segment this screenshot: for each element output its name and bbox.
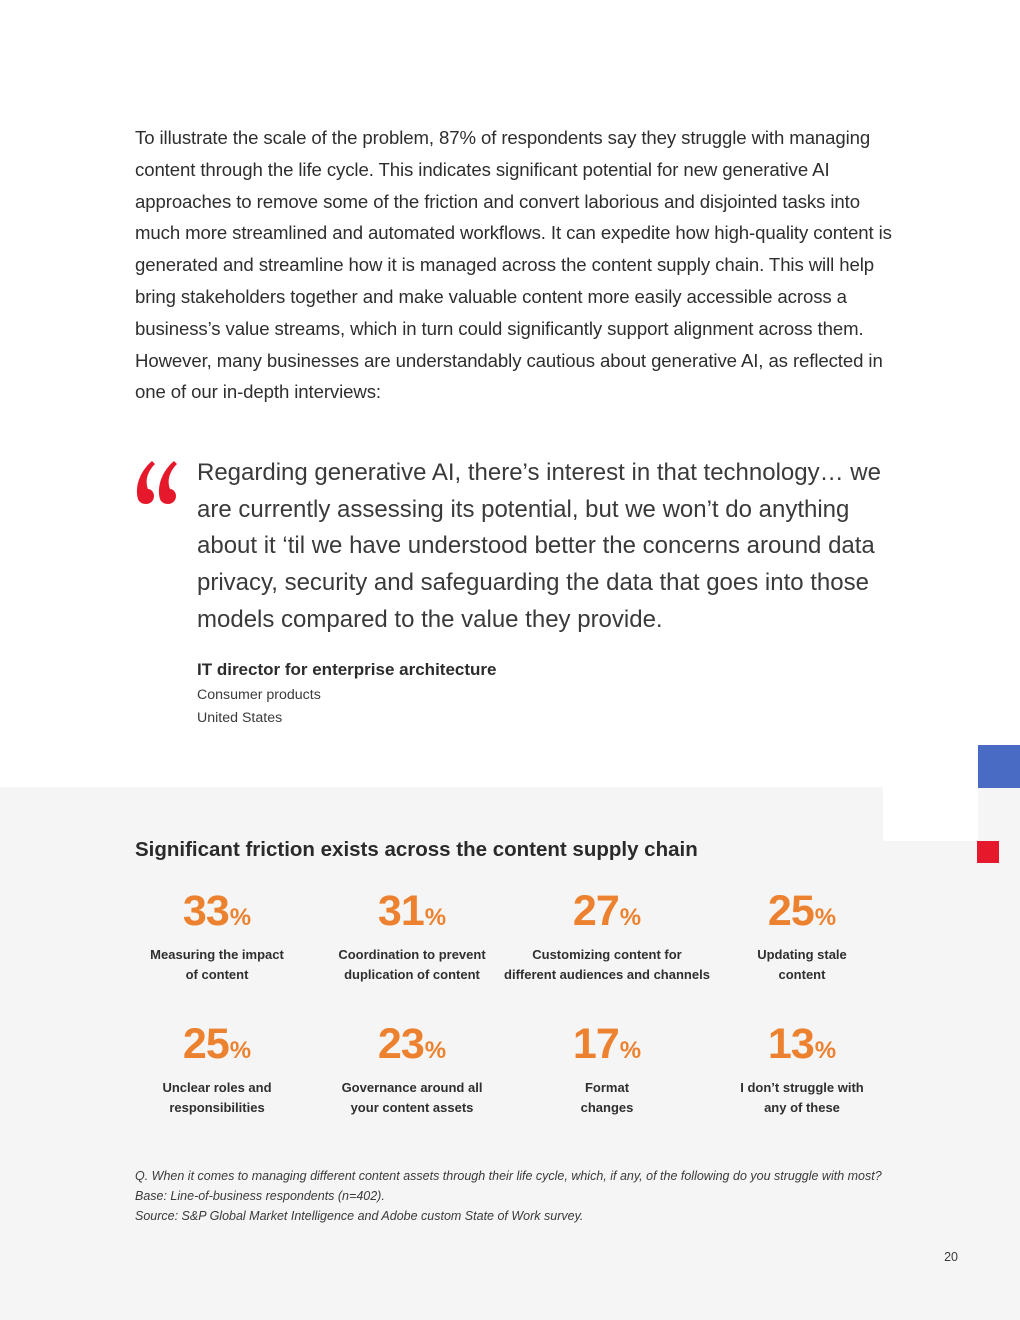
stat-label: Updating stale content [757, 947, 847, 982]
stat-label: Unclear roles and responsibilities [162, 1080, 272, 1115]
quotation-mark-icon [134, 455, 180, 505]
interview-quote: Regarding generative AI, there’s interest in that technology… we are currently assessing its potential, but we won’t do anything about it ‘til we have understood better the concerns around data privacy, security and safeguarding the data that goes into those models compared to the value they provide. [197, 459, 881, 633]
stat-label: I don’t struggle with any of these [740, 1080, 864, 1115]
quote-attribution-industry: Consumer products [197, 687, 321, 703]
page-number: 20 [944, 1250, 958, 1264]
stat-customizing [502, 887, 712, 985]
decorative-notch [883, 787, 978, 841]
decorative-blue-square [978, 745, 1020, 788]
section-title: Significant friction exists across the content supply chain [135, 838, 698, 861]
intro-paragraph: To illustrate the scale of the problem, 87% of respondents say they struggle with managing content through the life cycle. This indicates significant potential for new generative AI approaches to remove some of the friction and convert laborious and disjointed tasks into much more streamlined and automated workflows. It can expedite how high-quality content is generated and streamline how it is managed across the content supply chain. This will help bring stakeholders together and make valuable content more easily accessible across a business’s value streams, which in turn could significantly support alignment across them. However, many businesses are understandably cautious about generative AI, as reflected in one of our in-depth interviews: [135, 127, 892, 403]
stat-value: 31% [377, 887, 447, 935]
quote-attribution-country: United States [197, 710, 283, 726]
stat-value: 25% [767, 887, 837, 935]
stat-label: Customizing content for different audiences and channels [504, 947, 710, 982]
stat-governance [307, 1020, 517, 1118]
stat-measuring-impact [112, 887, 322, 985]
stat-value: 13% [767, 1020, 837, 1068]
footnote-base: Base: Line-of-business respondents (n=402). [135, 1189, 385, 1203]
stat-label: Measuring the impact of content [150, 947, 284, 982]
stat-label: Governance around all your content assets [341, 1080, 483, 1115]
stat-value: 27% [572, 887, 642, 935]
stat-value: 23% [377, 1020, 447, 1068]
stat-value: 17% [572, 1020, 642, 1068]
stat-updating-stale [697, 887, 907, 985]
decorative-red-square [977, 841, 999, 863]
stat-label: Coordination to prevent duplication of content [338, 947, 486, 982]
footnote-source: Source: S&P Global Market Intelligence and Adobe custom State of Work survey. [135, 1209, 584, 1223]
stat-value: 33% [182, 887, 252, 935]
quote-attribution-role: IT director for enterprise architecture [197, 660, 497, 679]
stat-no-struggle [697, 1020, 907, 1118]
stat-value: 25% [182, 1020, 252, 1068]
stat-coordination [307, 887, 517, 985]
stat-label: Format changes [580, 1080, 634, 1115]
footnote-question: Q. When it comes to managing different content assets through their life cycle, which, if any, of the following do you struggle with most? [135, 1169, 882, 1183]
stat-unclear-roles [112, 1020, 322, 1118]
survey-footnote [135, 1166, 955, 1226]
stat-format-changes [502, 1020, 712, 1118]
